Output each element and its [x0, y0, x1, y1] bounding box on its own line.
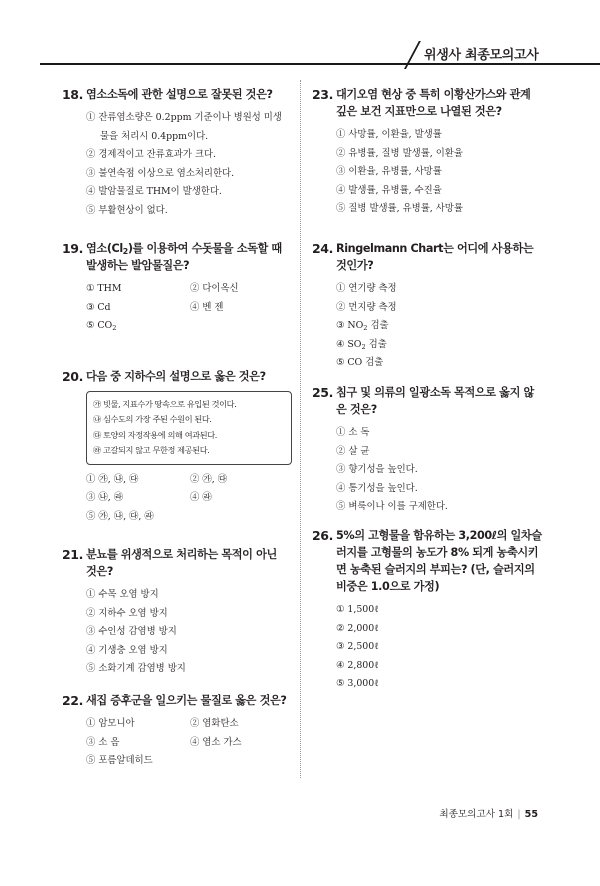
option-3[interactable]: ③ 소 음 — [86, 736, 120, 748]
question-text: 염소소독에 관한 설명으로 잘못된 것은? — [86, 88, 273, 101]
option-1[interactable]: ① 잔류염소량은 0.2ppm 기준이나 병원성 미생물을 처리시 0.4ppm이다. — [86, 112, 282, 142]
statement-box — [86, 391, 292, 465]
option-2[interactable]: ② 경제적이고 잔류효과가 크다. — [86, 149, 216, 161]
option-2[interactable]: ② 2,000ℓ — [336, 622, 379, 634]
question-21 — [62, 546, 290, 679]
column-divider — [300, 80, 301, 778]
question-18 — [62, 86, 290, 221]
option-5[interactable]: ⑤ 질병 발생률, 유병률, 사망률 — [336, 203, 463, 215]
option-4[interactable]: ④ 발생률, 유병률, 수진율 — [336, 184, 442, 196]
option-4[interactable]: ④ 염소 가스 — [190, 736, 242, 748]
question-text: 침구 및 의류의 일광소독 목적으로 옳지 않은 것은? — [336, 386, 534, 416]
option-1[interactable]: ① ㉮, ㉯, ㉰ — [86, 473, 139, 485]
answer-options — [86, 715, 290, 771]
option-5[interactable]: ⑤ 부활현상이 없다. — [86, 204, 168, 216]
option-2[interactable]: ② 지하수 오염 방지 — [86, 607, 168, 619]
question-25 — [312, 384, 542, 517]
question-20 — [62, 368, 290, 526]
question-number: 22. — [62, 693, 83, 708]
question-22 — [62, 692, 290, 771]
answer-options — [86, 586, 290, 679]
answer-options — [336, 280, 542, 373]
footer-separator: | — [517, 809, 521, 820]
option-2[interactable]: ② 염화탄소 — [190, 718, 239, 729]
option-3[interactable]: ③ 불연속점 이상으로 염소처리한다. — [86, 167, 235, 179]
option-4[interactable]: ④ 2,800ℓ — [336, 659, 379, 671]
question-24 — [312, 240, 542, 373]
question-text: Ringelmann Chart는 어디에 사용하는 것인가? — [336, 242, 534, 272]
question-number: 21. — [62, 547, 83, 562]
question-number: 18. — [62, 87, 83, 102]
option-3[interactable]: ③ 2,500ℓ — [336, 641, 379, 653]
statement-da: ㉰ 토양의 자정작용에 의해 여과된다. — [93, 429, 217, 440]
answer-options — [336, 424, 542, 517]
answer-options — [336, 126, 542, 219]
option-1[interactable]: ① THM — [86, 283, 122, 294]
page-header — [0, 0, 600, 75]
header-rule — [40, 63, 600, 65]
option-1[interactable]: ① 1,500ℓ — [336, 604, 379, 615]
option-3[interactable]: ③ ㉯, ㉱ — [86, 492, 124, 504]
option-5[interactable]: ⑤ 소화기계 감염병 방지 — [86, 663, 186, 675]
option-5[interactable]: ⑤ 벼룩이나 이를 구제한다. — [336, 501, 448, 513]
option-5[interactable]: ⑤ ㉮, ㉯, ㉰, ㉱ — [86, 510, 154, 522]
question-19 — [62, 240, 290, 336]
question-text: 분뇨를 위생적으로 처리하는 목적이 아닌 것은? — [86, 548, 277, 578]
question-23 — [312, 86, 542, 219]
statement-ga: ㉮ 빗물, 지표수가 땅속으로 유입된 것이다. — [93, 399, 237, 409]
option-3[interactable]: ③ 향기성을 높인다. — [336, 464, 418, 476]
header-title: 위생사 최종모의고사 — [424, 48, 539, 63]
option-2[interactable]: ② ㉮, ㉰ — [190, 473, 228, 485]
page-number: 55 — [524, 809, 538, 820]
option-1[interactable]: ① 수목 오염 방지 — [86, 589, 159, 600]
question-number: 19. — [62, 241, 83, 256]
option-2[interactable]: ② 살 균 — [336, 445, 370, 457]
option-4[interactable]: ④ 발암물질로 THM이 발생한다. — [86, 186, 222, 198]
option-5[interactable]: ⑤ CO 검출 — [336, 357, 384, 369]
question-text: 대기오염 현상 중 특히 이황산가스와 관계 깊은 보건 지표만으로 나열된 것은? — [336, 88, 531, 118]
question-26 — [312, 527, 542, 694]
question-number: 25. — [312, 385, 333, 400]
option-2[interactable]: ② 먼지량 측정 — [336, 301, 397, 313]
question-text: 새집 증후군을 일으키는 물질로 옳은 것은? — [86, 694, 287, 707]
answer-options — [86, 280, 290, 336]
option-2[interactable]: ② 유병률, 질병 발생률, 이환율 — [336, 147, 463, 159]
option-1[interactable]: ① 사망률, 이환율, 발생률 — [336, 129, 442, 140]
option-4[interactable]: ④ $SO_2$ 검출 — [336, 338, 387, 351]
option-4[interactable]: ④ ㉱ — [190, 492, 212, 504]
option-5[interactable]: ⑤ 포름알데히드 — [86, 755, 153, 767]
option-3[interactable]: ③ 이환율, 유병률, 사망률 — [336, 166, 442, 178]
answer-options — [336, 601, 542, 694]
question-number: 26. — [312, 528, 333, 543]
question-text: 다음 중 지하수의 설명으로 옳은 것은? — [86, 370, 266, 383]
option-1[interactable]: ① 소 독 — [336, 427, 370, 438]
option-3[interactable]: ③ Cd — [86, 301, 111, 313]
option-2[interactable]: ② 다이옥신 — [190, 283, 239, 294]
question-text: 5%의 고형물을 함유하는 3,200ℓ의 일차슬러지를 고형물의 농도가 8% 되게 농축시키면 농축된 슬러지의 부피는? (단, 슬러지의 비중은 1.0으로 가정) — [336, 529, 542, 593]
statement-ra: ㉱ 고갈되지 않고 무한정 제공된다. — [93, 445, 210, 456]
option-4[interactable]: ④ 통기성을 높인다. — [336, 482, 418, 494]
option-3[interactable]: ③ $NO_2$ 검출 — [336, 320, 389, 333]
option-4[interactable]: ④ 기생충 오염 방지 — [86, 644, 168, 656]
option-4[interactable]: ④ 벤 젠 — [190, 301, 224, 313]
answer-options — [86, 471, 290, 527]
footer-label: 최종모의고사 1회 — [439, 809, 514, 820]
option-5[interactable]: ⑤ $CO_2$ — [86, 320, 117, 333]
answer-options — [86, 109, 290, 221]
option-5[interactable]: ⑤ 3,000ℓ — [336, 678, 379, 690]
statement-na: ㉯ 심수도의 가장 주된 수원이 된다. — [93, 414, 212, 425]
page-footer — [0, 806, 538, 820]
option-3[interactable]: ③ 수인성 감염병 방지 — [86, 626, 177, 638]
option-1[interactable]: ① 연기량 측정 — [336, 283, 397, 294]
question-text: 염소$(Cl_2)$를 이용하여 수돗물을 소독할 때 발생하는 발암물질은? — [86, 242, 282, 272]
question-number: 23. — [312, 87, 333, 102]
question-number: 20. — [62, 369, 83, 384]
question-number: 24. — [312, 241, 333, 256]
option-1[interactable]: ① 암모니아 — [86, 718, 135, 729]
